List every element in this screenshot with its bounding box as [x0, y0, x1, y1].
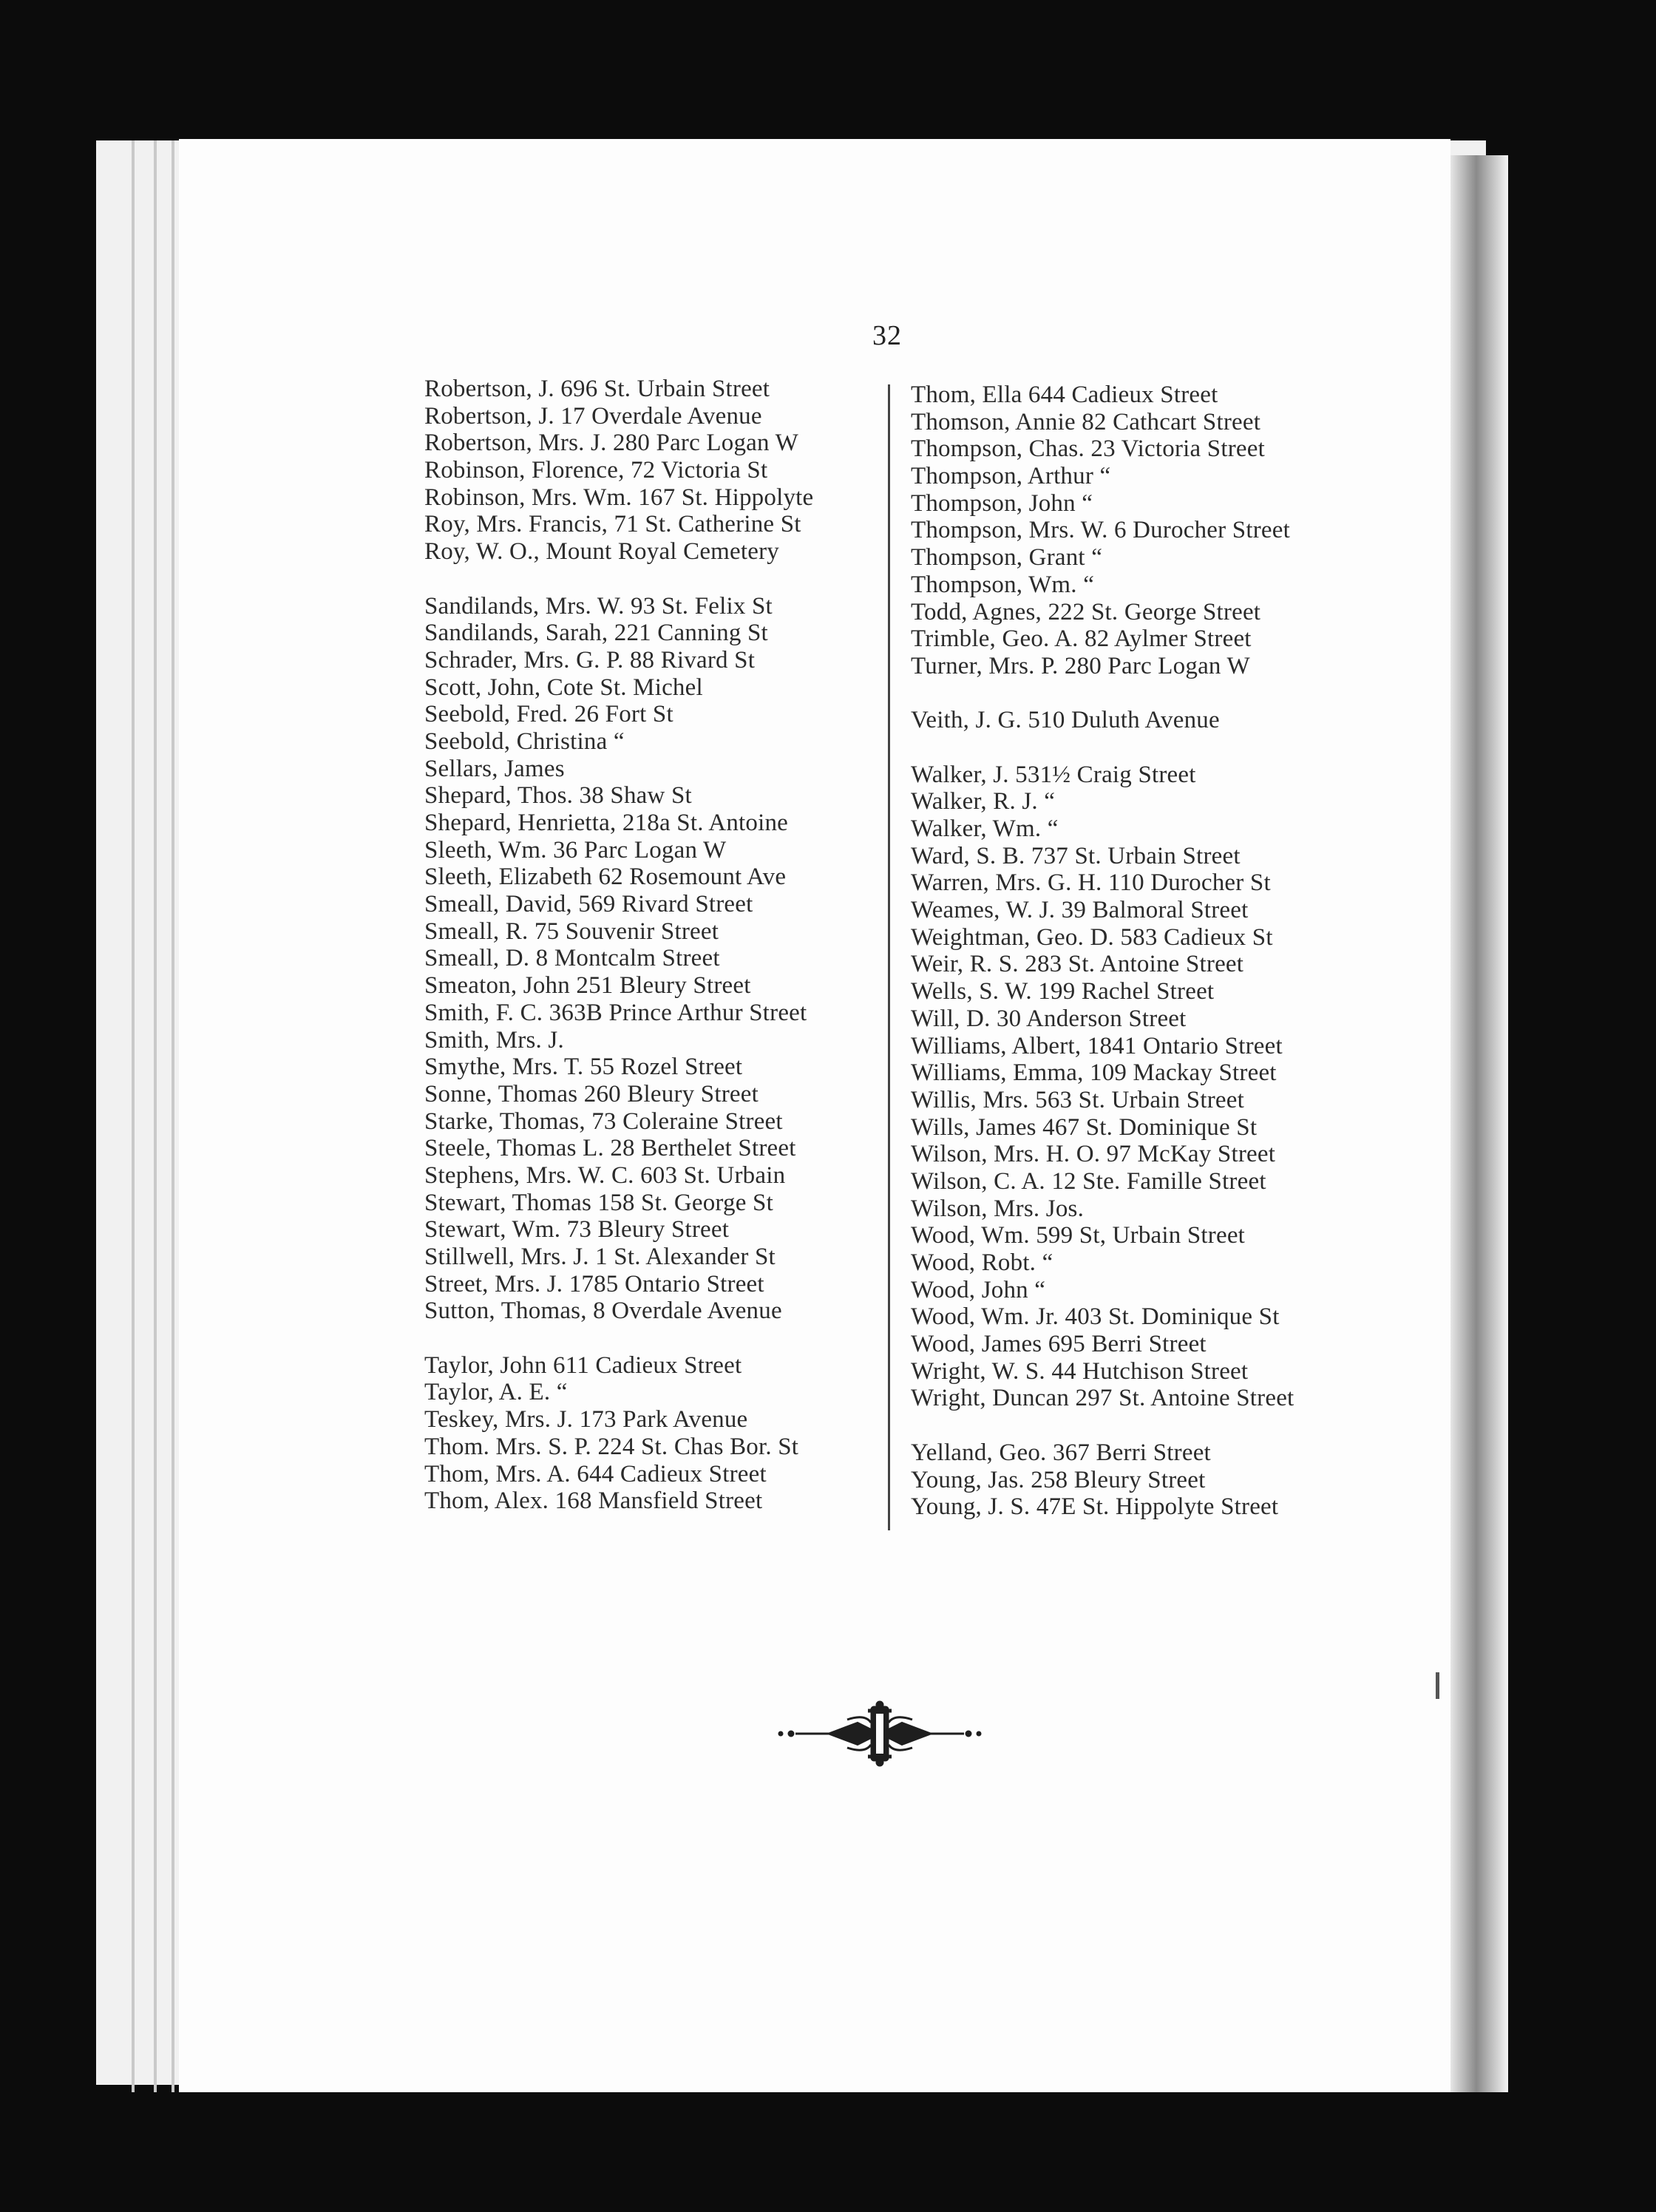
directory-entry: Thompson, Grant “ — [911, 544, 1103, 571]
directory-entry: Thompson, Wm. “ — [911, 571, 1095, 598]
directory-entry: Robertson, Mrs. J. 280 Parc Logan W — [424, 430, 798, 457]
directory-entry: Williams, Albert, 1841 Ontario Street — [911, 1032, 1283, 1059]
directory-entry: Young, J. S. 47E St. Hippolyte Street — [911, 1493, 1279, 1521]
section-spacer — [911, 734, 1384, 761]
directory-entry: Weames, W. J. 39 Balmoral Street — [911, 897, 1249, 924]
directory-entry: Roy, W. O., Mount Royal Cemetery — [424, 538, 779, 566]
directory-entry: Wells, S. W. 199 Rachel Street — [911, 978, 1215, 1005]
directory-entry: Shepard, Thos. 38 Shaw St — [424, 782, 692, 810]
directory-entry: Sandilands, Mrs. W. 93 St. Felix St — [424, 592, 773, 620]
page-edge-line — [132, 140, 135, 2092]
section-spacer — [911, 680, 1384, 708]
directory-entry: Stephens, Mrs. W. C. 603 St. Urbain — [424, 1161, 786, 1189]
directory-entry: Wood, Robt. “ — [911, 1249, 1053, 1276]
section-spacer — [424, 1325, 883, 1352]
directory-entry: Taylor, A. E. “ — [424, 1379, 568, 1406]
directory-entry: Schrader, Mrs. G. P. 88 Rivard St — [424, 646, 756, 674]
directory-entry: Robertson, J. 17 Overdale Avenue — [424, 402, 762, 430]
directory-entry: Sutton, Thomas, 8 Overdale Avenue — [424, 1297, 782, 1325]
directory-entry: Wills, James 467 St. Dominique St — [911, 1113, 1258, 1141]
printer-ornament-icon — [776, 1700, 983, 1767]
directory-entry: Steele, Thomas L. 28 Berthelet Street — [424, 1135, 796, 1162]
directory-entry: Warren, Mrs. G. H. 110 Durocher St — [911, 869, 1271, 897]
directory-entry: Wilson, Mrs. Jos. — [911, 1195, 1085, 1222]
directory-entry: Walker, Wm. “ — [911, 815, 1059, 842]
directory-entry: Wood, James 695 Berri Street — [911, 1331, 1207, 1358]
directory-entry: Thom, Alex. 168 Mansfield Street — [424, 1487, 763, 1515]
directory-entry: Young, Jas. 258 Bleury Street — [911, 1466, 1206, 1493]
directory-entry: Walker, J. 531½ Craig Street — [911, 761, 1196, 788]
directory-entry: Taylor, John 611 Cadieux Street — [424, 1351, 742, 1379]
directory-entry: Smeall, David, 569 Rivard Street — [424, 891, 753, 918]
directory-entry: Thom. Mrs. S. P. 224 St. Chas Bor. St — [424, 1433, 799, 1460]
directory-entry: Weir, R. S. 283 St. Antoine Street — [911, 951, 1244, 978]
directory-entry: Shepard, Henrietta, 218a St. Antoine — [424, 810, 789, 836]
directory-entry: Smeall, R. 75 Souvenir Street — [424, 917, 719, 945]
directory-entry: Ward, S. B. 737 St. Urbain Street — [911, 842, 1241, 869]
directory-entry: Thomson, Annie 82 Cathcart Street — [911, 408, 1261, 435]
directory-entry: Street, Mrs. J. 1785 Ontario Street — [424, 1270, 764, 1297]
binding-shadow — [1450, 155, 1508, 2092]
directory-entry: Teskey, Mrs. J. 173 Park Avenue — [424, 1406, 748, 1434]
directory-entry: Wilson, C. A. 12 Ste. Famille Street — [911, 1167, 1266, 1195]
directory-entry: Robertson, J. 696 St. Urbain Street — [424, 376, 770, 402]
directory-entry: Smith, F. C. 363B Prince Arthur Street — [424, 999, 807, 1026]
page-number: 32 — [872, 320, 902, 351]
directory-entry: Sandilands, Sarah, 221 Canning St — [424, 620, 768, 647]
directory-entry: Wood, John “ — [911, 1276, 1046, 1303]
directory-entry: Turner, Mrs. P. 280 Parc Logan W — [911, 652, 1250, 679]
directory-entry: Smeaton, John 251 Bleury Street — [424, 972, 751, 1000]
directory-entry: Stewart, Thomas 158 St. George St — [424, 1189, 773, 1216]
section-spacer — [911, 1412, 1384, 1439]
directory-entry: Sonne, Thomas 260 Bleury Street — [424, 1080, 759, 1107]
directory-entry: Smythe, Mrs. T. 55 Rozel Street — [424, 1054, 743, 1081]
page-mark — [1436, 1672, 1439, 1699]
directory-entry: Veith, J. G. 510 Duluth Avenue — [911, 707, 1220, 734]
directory-entry: Wood, Wm. Jr. 403 St. Dominique St — [911, 1303, 1280, 1331]
directory-entry: Roy, Mrs. Francis, 71 St. Catherine St — [424, 511, 801, 538]
section-spacer — [424, 566, 883, 593]
directory-entry: Starke, Thomas, 73 Coleraine Street — [424, 1107, 783, 1135]
directory-entry: Scott, John, Cote St. Michel — [424, 674, 703, 701]
directory-entry: Robinson, Florence, 72 Victoria St — [424, 457, 768, 484]
directory-entry: Wood, Wm. 599 St, Urbain Street — [911, 1222, 1246, 1249]
page-edge-line — [154, 140, 157, 2092]
directory-entry: Thompson, Chas. 23 Victoria Street — [911, 435, 1265, 463]
directory-entry: Sleeth, Elizabeth 62 Rosemount Ave — [424, 864, 787, 891]
directory-entry: Seebold, Christina “ — [424, 727, 625, 755]
directory-entry: Wright, Duncan 297 St. Antoine Street — [911, 1385, 1294, 1412]
directory-entry: Thompson, Arthur “ — [911, 463, 1111, 490]
directory-entry: Smeall, D. 8 Montcalm Street — [424, 945, 720, 972]
directory-entry: Sellars, James — [424, 755, 565, 782]
directory-entry: Stillwell, Mrs. J. 1 St. Alexander St — [424, 1244, 776, 1270]
directory-entry: Thompson, John “ — [911, 489, 1093, 517]
directory-entry: Thom, Ella 644 Cadieux Street — [911, 381, 1218, 408]
directory-entry: Smith, Mrs. J. — [424, 1026, 564, 1054]
directory-entry: Wright, W. S. 44 Hutchison Street — [911, 1357, 1249, 1385]
directory-entry: Yelland, Geo. 367 Berri Street — [911, 1439, 1211, 1466]
directory-entry: Will, D. 30 Anderson Street — [911, 1005, 1187, 1032]
directory-entry: Weightman, Geo. D. 583 Cadieux St — [911, 923, 1273, 951]
directory-entry: Thompson, Mrs. W. 6 Durocher Street — [911, 517, 1290, 544]
directory-entry: Trimble, Geo. A. 82 Aylmer Street — [911, 625, 1252, 653]
directory-entry: Thom, Mrs. A. 644 Cadieux Street — [424, 1460, 767, 1487]
directory-entry: Stewart, Wm. 73 Bleury Street — [424, 1216, 730, 1244]
directory-entry: Seebold, Fred. 26 Fort St — [424, 701, 673, 728]
directory-entry: Todd, Agnes, 222 St. George Street — [911, 598, 1261, 625]
directory-entry: Williams, Emma, 109 Mackay Street — [911, 1059, 1277, 1087]
directory-entry: Robinson, Mrs. Wm. 167 St. Hippolyte — [424, 484, 814, 511]
directory-entry: Willis, Mrs. 563 St. Urbain Street — [911, 1086, 1244, 1113]
page-edge-line — [172, 140, 174, 2092]
right-column-list — [911, 381, 1384, 1521]
directory-entry: Wilson, Mrs. H. O. 97 McKay Street — [911, 1141, 1276, 1168]
directory-entry: Sleeth, Wm. 36 Parc Logan W — [424, 836, 727, 864]
column-divider — [888, 384, 890, 1530]
left-column-list — [424, 376, 883, 1515]
directory-entry: Walker, R. J. “ — [911, 788, 1056, 815]
